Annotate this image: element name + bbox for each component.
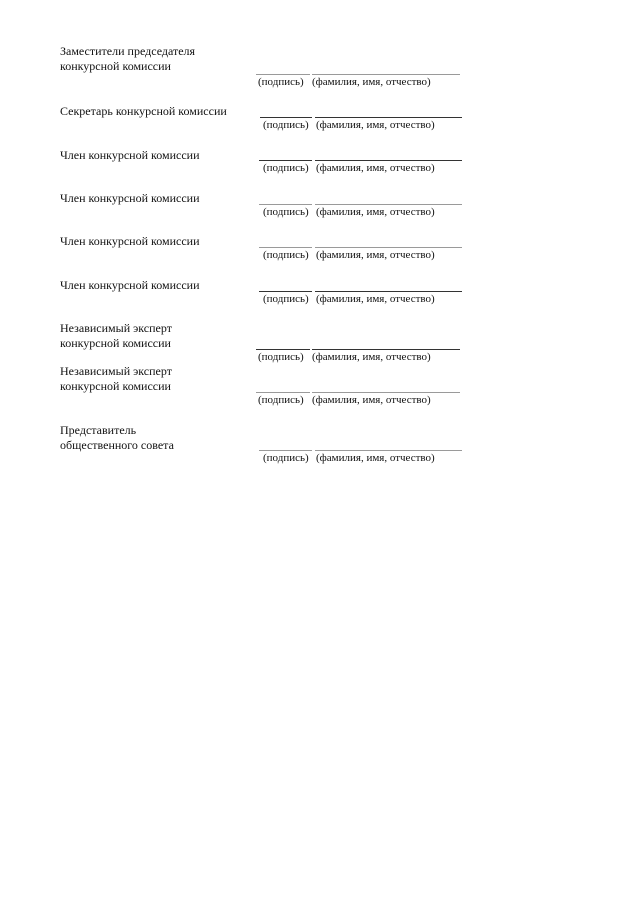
signature-line xyxy=(260,117,312,118)
signature-caption: (подпись) xyxy=(263,206,309,218)
signature-line xyxy=(259,450,312,451)
name-caption: (фамилия, имя, отчество) xyxy=(316,206,435,218)
name-caption: (фамилия, имя, отчество) xyxy=(316,452,435,464)
name-line xyxy=(315,160,462,161)
name-line xyxy=(312,349,460,350)
name-caption: (фамилия, имя, отчество) xyxy=(312,351,431,363)
role-label: Член конкурсной комиссии xyxy=(60,148,200,162)
name-line xyxy=(315,117,462,118)
name-caption: (фамилия, имя, отчество) xyxy=(316,293,435,305)
name-caption: (фамилия, имя, отчество) xyxy=(312,76,431,88)
name-line xyxy=(312,74,460,75)
signature-line xyxy=(256,74,310,75)
role-label: Независимый эксперт конкурсной комиссии xyxy=(60,321,172,350)
signature-caption: (подпись) xyxy=(263,162,309,174)
name-caption: (фамилия, имя, отчество) xyxy=(312,394,431,406)
role-label: Независимый эксперт конкурсной комиссии xyxy=(60,364,172,393)
signature-caption: (подпись) xyxy=(263,249,309,261)
name-line xyxy=(315,291,462,292)
name-line xyxy=(315,204,462,205)
name-caption: (фамилия, имя, отчество) xyxy=(316,162,435,174)
name-caption: (фамилия, имя, отчество) xyxy=(316,249,435,261)
signature-caption: (подпись) xyxy=(258,394,304,406)
name-line xyxy=(315,247,462,248)
signature-line xyxy=(259,291,312,292)
role-label: Член конкурсной комиссии xyxy=(60,191,200,205)
signature-caption: (подпись) xyxy=(263,293,309,305)
role-label: Секретарь конкурсной комиссии xyxy=(60,104,227,118)
name-caption: (фамилия, имя, отчество) xyxy=(316,119,435,131)
role-label: Член конкурсной комиссии xyxy=(60,234,200,248)
signature-caption: (подпись) xyxy=(258,76,304,88)
role-label: Член конкурсной комиссии xyxy=(60,278,200,292)
signature-caption: (подпись) xyxy=(258,351,304,363)
name-line xyxy=(312,392,460,393)
role-label: Представитель общественного совета xyxy=(60,423,174,452)
signature-caption: (подпись) xyxy=(263,452,309,464)
signature-line xyxy=(256,349,310,350)
signature-line xyxy=(259,247,312,248)
signature-line xyxy=(259,160,312,161)
signature-caption: (подпись) xyxy=(263,119,309,131)
role-label: Заместители председателя конкурсной комиссии xyxy=(60,44,196,73)
signature-line xyxy=(256,392,310,393)
signature-line xyxy=(259,204,312,205)
name-line xyxy=(315,450,462,451)
